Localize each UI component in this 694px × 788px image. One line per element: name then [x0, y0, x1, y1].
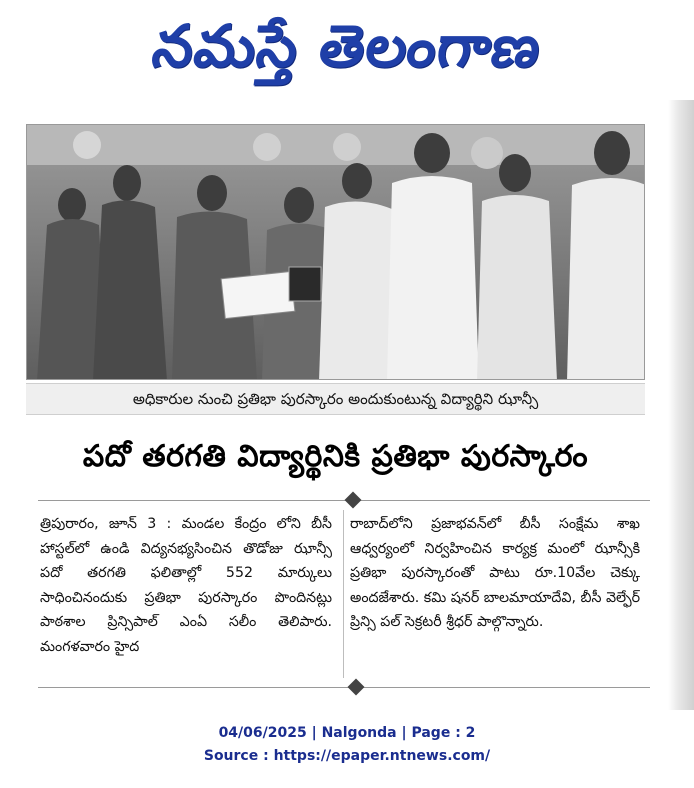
headline-text: పదో తరగతి విద్యార్థినికి ప్రతిభా పురస్కారం — [82, 439, 589, 474]
footer-date-line: 04/06/2025 | Nalgonda | Page : 2 — [218, 725, 476, 741]
photo-caption-bar — [26, 383, 645, 415]
photo-caption: అధికారుల నుంచి ప్రతిభా పురస్కారం అందుకుంటున్న విద్యార్థిని ఝాన్సీ — [132, 390, 539, 408]
bottom-divider — [38, 687, 650, 688]
article-column-left: త్రిపురారం, జూన్ 3 : మండల కేంద్రం లోని బీసీ హాస్టల్‌లో ఉండి విద్యనభ్యసించిన తొడోజు ఝాన్సీ పదో తరగతి ఫలితాల్లో 552 మార్కులు సాధించినందుకు ప్రతిభా పురస్కారం పొందినట్లు పాఠశాల ప్రిన్సిపాల్ ఎంఏ సలీం తెలిపారు. మంగళవారం హైద — [40, 516, 332, 655]
page-edge-shadow — [668, 100, 694, 710]
article-column-right: రాబాద్‌లోని ప్రజాభవన్‌లో బీసీ సంక్షేమ శాఖ ఆధ్వర్యంలో నిర్వహించిన కార్యక్ర మంలో ఝాన్సీకి ప్రతిభా పురస్కారంతో పాటు రూ.10వేల చెక్కు అందజేశారు. కమి షనర్ బాలమాయాదేవి, బీసీ వెల్ఫేర్ ప్రిన్సి పల్ సెక్రటరీ శ్రీధర్ పాల్గొన్నారు. — [350, 516, 640, 631]
column-rule — [343, 510, 344, 678]
article-headline — [26, 426, 645, 496]
newspaper-logo: నమస్తే తెలంగాణ — [148, 12, 546, 80]
divider-diamond-icon — [348, 679, 365, 696]
award-ceremony-photo — [27, 125, 645, 380]
masthead — [0, 0, 694, 95]
news-photo — [26, 124, 645, 380]
footer-source-link[interactable]: Source : https://epaper.ntnews.com/ — [203, 748, 491, 764]
